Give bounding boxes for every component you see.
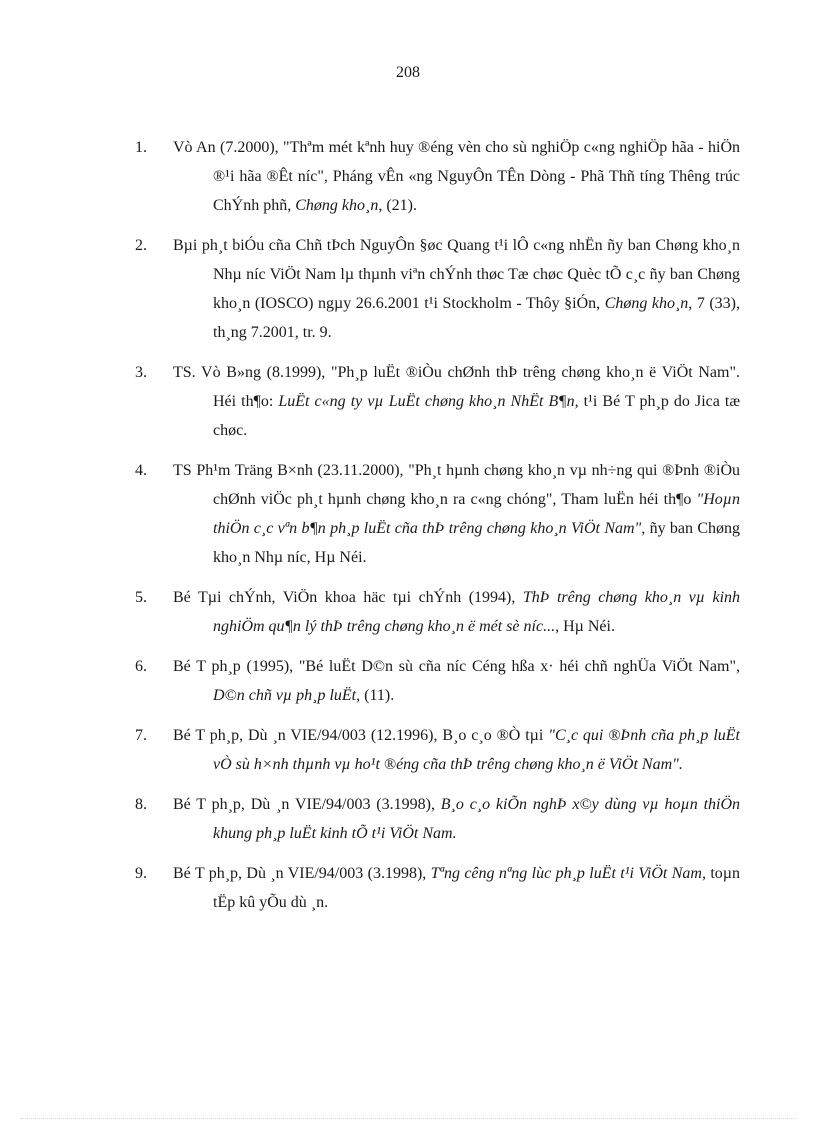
page-bottom-rule — [20, 1118, 796, 1119]
reference-number: 2. — [135, 237, 147, 254]
reference-text: (11). — [360, 687, 395, 704]
reference-text: ñy ban Chøng kho¸n Nhµ níc, Hµ Néi. — [213, 520, 740, 566]
reference-item — [135, 790, 740, 848]
reference-item — [135, 652, 740, 710]
reference-text: Bé T ph¸p, Dù ¸n VIE/94/003 (3.1998), — [173, 865, 431, 882]
reference-item — [135, 859, 740, 917]
reference-text: Bé Tµi chÝnh, ViÖn khoa häc tµi chÝnh (1994), — [173, 589, 523, 606]
reference-number: 9. — [135, 865, 147, 882]
reference-text: 7 (33), th¸ng 7.2001, tr. 9. — [213, 295, 740, 341]
reference-title-italic: LuËt c«ng ty vµ LuËt chøng kho¸n NhËt B¶n, — [278, 393, 579, 410]
reference-number: 4. — [135, 462, 147, 479]
reference-text: TS Ph¹m Träng B×nh (23.11.2000), "Ph¸t hµnh chøng kho¸n vµ nh÷ng qui ®Þnh ®iÒu chØnh viÖc ph¸t hµnh chøng kho¸n ra c«ng chóng", Tham luËn héi th¶o — [173, 462, 740, 508]
reference-item — [135, 133, 740, 220]
reference-title-italic: "C¸c qui ®Þnh cña ph¸p luËt vÒ sù h×nh thµnh vµ ho¹t ®éng cña thÞ trêng chøng kho¸n ë ViÖt Nam". — [213, 727, 740, 773]
reference-item — [135, 721, 740, 779]
reference-number: 8. — [135, 796, 147, 813]
reference-number: 7. — [135, 727, 147, 744]
reference-text: (21). — [382, 197, 417, 214]
reference-text: toµn tËp kû yÕu dù ¸n. — [213, 865, 740, 911]
reference-text: Hµ Néi. — [559, 618, 615, 635]
reference-item — [135, 231, 740, 347]
reference-number: 6. — [135, 658, 147, 675]
reference-number: 1. — [135, 139, 147, 156]
reference-text: TS. Vò B»ng (8.1999), "Ph¸p luËt ®iÒu chØnh thÞ trêng chøng kho¸n ë ViÖt Nam". Héi th¶o: — [173, 364, 740, 410]
reference-number: 5. — [135, 589, 147, 606]
reference-text: Vò An (7.2000), "Thªm mét kªnh huy ®éng vèn cho sù nghiÖp c«ng nghiÖp hãa - hiÖn ®¹i hãa ®Êt níc", Pháng vÊn «ng NguyÔn TÊn Dòng - Phã Thñ tíng Thêng trúc ChÝnh phñ, — [173, 139, 740, 214]
reference-text: t¹i Bé T ph¸p do Jica tæ chøc. — [213, 393, 741, 439]
reference-title-italic: "Hoµn thiÖn c¸c vªn b¶n ph¸p luËt cña thÞ trêng chøng kho¸n ViÖt Nam", — [213, 491, 740, 537]
reference-item — [135, 358, 740, 445]
reference-title-italic: Chøng kho¸n, — [295, 197, 383, 214]
page-number: 208 — [396, 64, 420, 81]
reference-text: Bµi ph¸t biÓu cña Chñ tÞch NguyÔn §øc Quang t¹i lÔ c«ng nhËn ñy ban Chøng kho¸n Nhµ níc ViÖt Nam lµ thµnh viªn chÝnh thøc Tæ chøc Quèc tÕ c¸c ñy ban Chøng kho¸n (IOSCO) ngµy 26.6.2001 t¹i Stockholm - Thôy §iÓn, — [173, 237, 740, 312]
reference-item — [135, 456, 740, 572]
reference-list — [135, 133, 740, 928]
reference-number: 3. — [135, 364, 147, 381]
reference-text: Bé T ph¸p (1995), "Bé luËt D©n sù cña níc Céng hßa x· héi chñ nghÜa ViÖt Nam", — [173, 658, 740, 675]
reference-title-italic: ThÞ trêng chøng kho¸n vµ kinh nghiÖm qu¶n lý thÞ trêng chøng kho¸n ë mét sè níc..., — [213, 589, 741, 635]
reference-item — [135, 583, 740, 641]
reference-text: Bé T ph¸p, Dù ¸n VIE/94/003 (12.1996), B¸o c¸o ®Ò tµi — [173, 727, 549, 744]
reference-title-italic: Chøng kho¸n, — [604, 295, 693, 312]
reference-title-italic: D©n chñ vµ ph¸p luËt, — [213, 687, 361, 704]
reference-title-italic: Tªng cêng nªng lùc ph¸p luËt t¹i ViÖt Nam, — [430, 865, 706, 882]
reference-title-italic: B¸o c¸o kiÕn nghÞ x©y dùng vµ hoµn thiÖn khung ph¸p luËt kinh tÕ t¹i ViÖt Nam. — [213, 796, 741, 842]
reference-text: Bé T ph¸p, Dù ¸n VIE/94/003 (3.1998), — [173, 796, 441, 813]
